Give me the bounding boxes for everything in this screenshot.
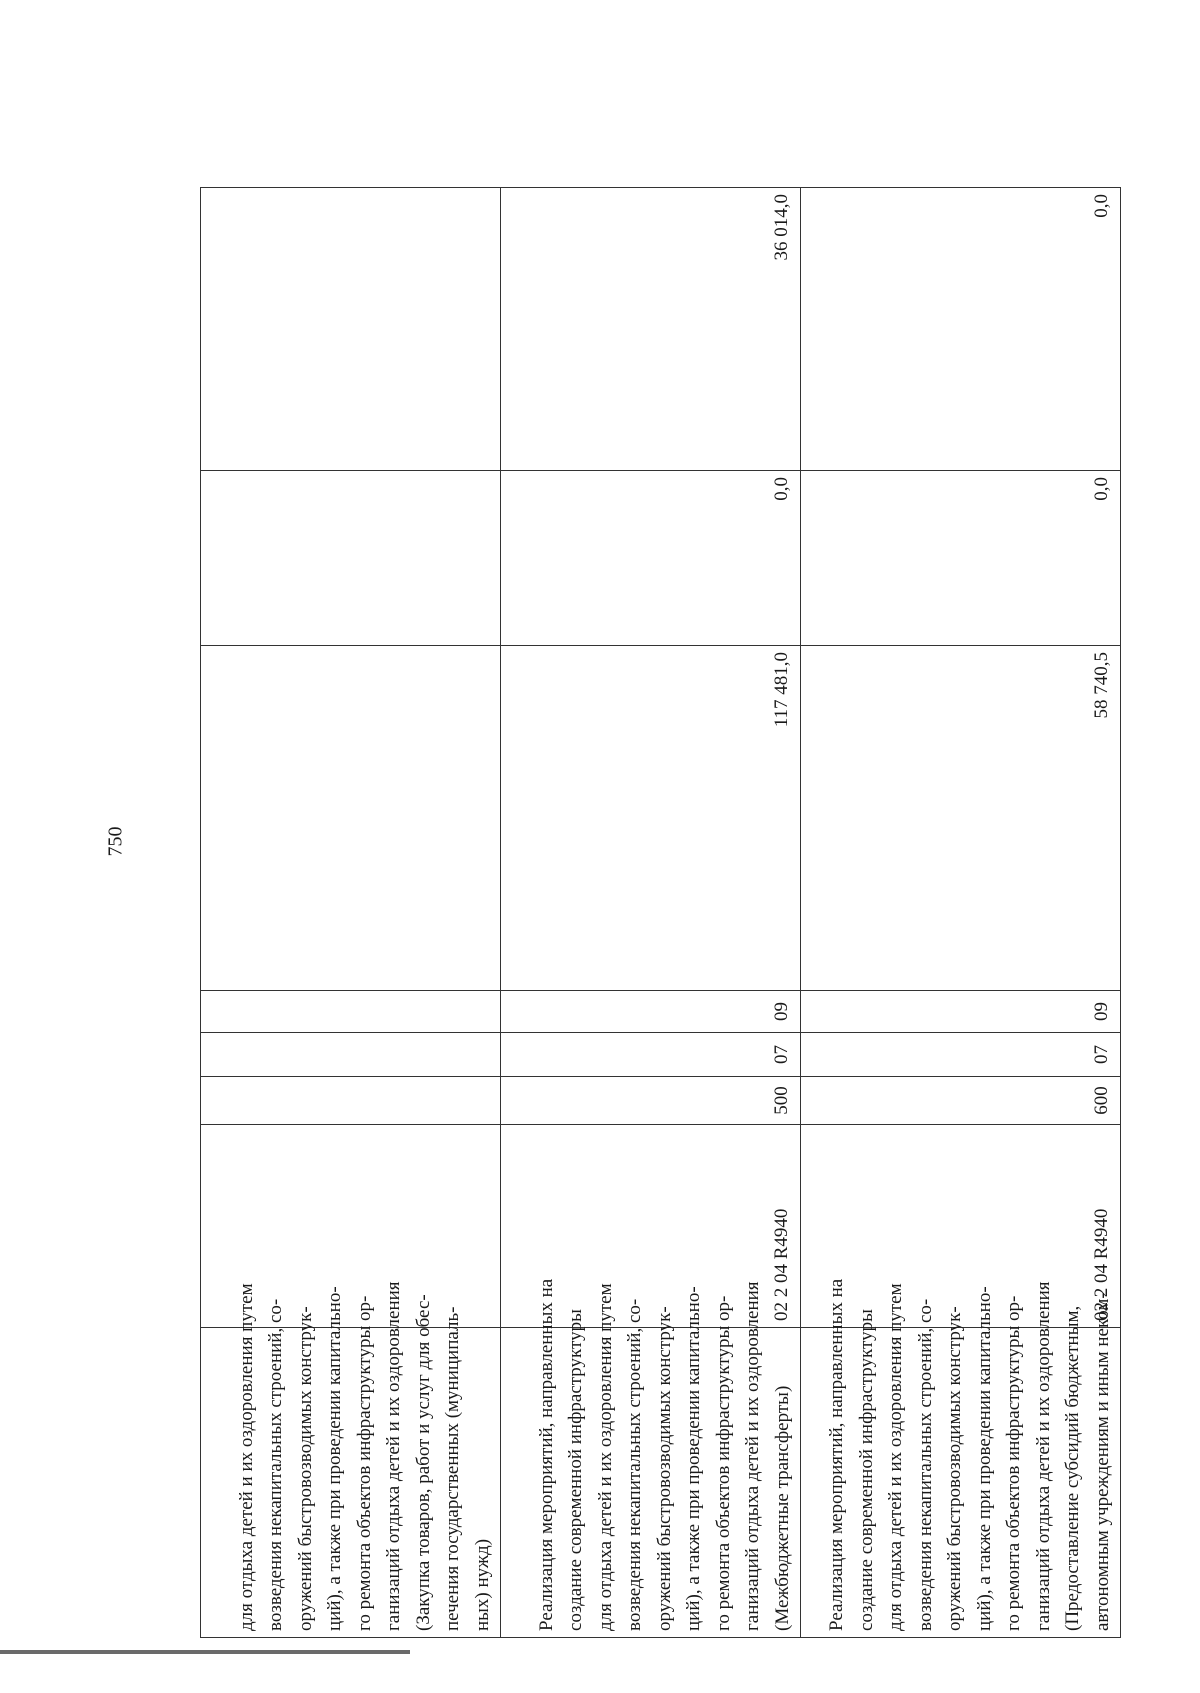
description-line: печения государственных (муниципаль- [442, 1306, 463, 1631]
description-line: го ремонта объектов инфраструктуры ор- [1003, 1295, 1024, 1631]
section [201, 1033, 501, 1077]
description-line: оружений быстровозводимых конструк- [944, 1306, 965, 1631]
amount-3 [201, 188, 501, 471]
amount-3: 36 014,0 [501, 188, 801, 471]
description-line: (Закупка товаров, работ и услуг для обес- [412, 1294, 434, 1631]
description-line: возведения некапитальных строений, со- [914, 1298, 936, 1631]
description-line: для отдыха детей и их оздоровления путем [594, 1283, 616, 1631]
amount-2: 0,0 [501, 471, 801, 646]
description-line: Реализация мероприятий, направленных на [826, 1278, 847, 1631]
budget-table [200, 187, 1121, 1638]
description-line: Реализация мероприятий, направленных на [535, 1278, 557, 1631]
classification-code: 02 2 04 R4940 [501, 1125, 801, 1328]
row-description [201, 1281, 501, 1638]
description-line: ганизаций отдыха детей и их оздоровления [383, 1281, 404, 1631]
description-line: оружений быстровозводимых конструк- [294, 1306, 316, 1631]
description-line: создание современной инфраструктуры [565, 1309, 586, 1631]
amount-3: 0,0 [801, 188, 1121, 471]
subsection: 09 [801, 991, 1121, 1033]
section: 07 [801, 1033, 1121, 1077]
description-line: ных) нужд) [471, 1538, 493, 1631]
description-line: (Предоставление субсидий бюджетным, [1062, 1305, 1083, 1631]
subsection: 09 [501, 991, 801, 1033]
amount-1: 117 481,0 [501, 646, 801, 991]
subsection [201, 991, 501, 1033]
description-line: (Межбюджетные трансферты) [771, 1385, 793, 1631]
description-line: ций), а также при проведении капитально- [324, 1286, 345, 1631]
section: 07 [501, 1033, 801, 1077]
description-line: автономным учреждениям и иным неком- [1091, 1292, 1113, 1631]
expense-type [201, 1077, 501, 1125]
description-line: ганизаций отдыха детей и их оздоровления [742, 1281, 763, 1631]
description-line: ганизаций отдыха детей и их оздоровления [1032, 1281, 1054, 1631]
table-row [501, 188, 801, 1638]
expense-type: 500 [501, 1077, 801, 1125]
description-line: го ремонта объектов инфраструктуры ор- [712, 1295, 734, 1631]
amount-1 [201, 646, 501, 991]
description-line: создание современной инфраструктуры [855, 1309, 877, 1631]
description-line: для отдыха детей и их оздоровления путем [235, 1283, 257, 1631]
description-line: го ремонта объектов инфраструктуры ор- [353, 1295, 375, 1631]
expense-type: 600 [801, 1077, 1121, 1125]
amount-2: 0,0 [801, 471, 1121, 646]
row-description [501, 1278, 801, 1638]
description-line: оружений быстровозводимых конструк- [653, 1306, 675, 1631]
description-line: ций), а также при проведении капитально- [973, 1286, 995, 1631]
bottom-rule [0, 1650, 410, 1654]
description-line: для отдыха детей и их оздоровления путем [885, 1283, 906, 1631]
row-description [801, 1278, 1121, 1638]
description-line: ций), а также при проведении капитально- [683, 1286, 704, 1631]
amount-1: 58 740,5 [801, 646, 1121, 991]
description-line: возведения некапитальных строений, со- [624, 1298, 645, 1631]
description-line: возведения некапитальных строений, со- [265, 1298, 286, 1631]
rotated-table-container [200, 188, 1113, 1638]
amount-2 [201, 471, 501, 646]
table-row [801, 188, 1121, 1638]
table-row [201, 188, 501, 1638]
page-number: 750 [104, 826, 127, 857]
classification-code: 02 2 04 R4940 [801, 1125, 1121, 1328]
